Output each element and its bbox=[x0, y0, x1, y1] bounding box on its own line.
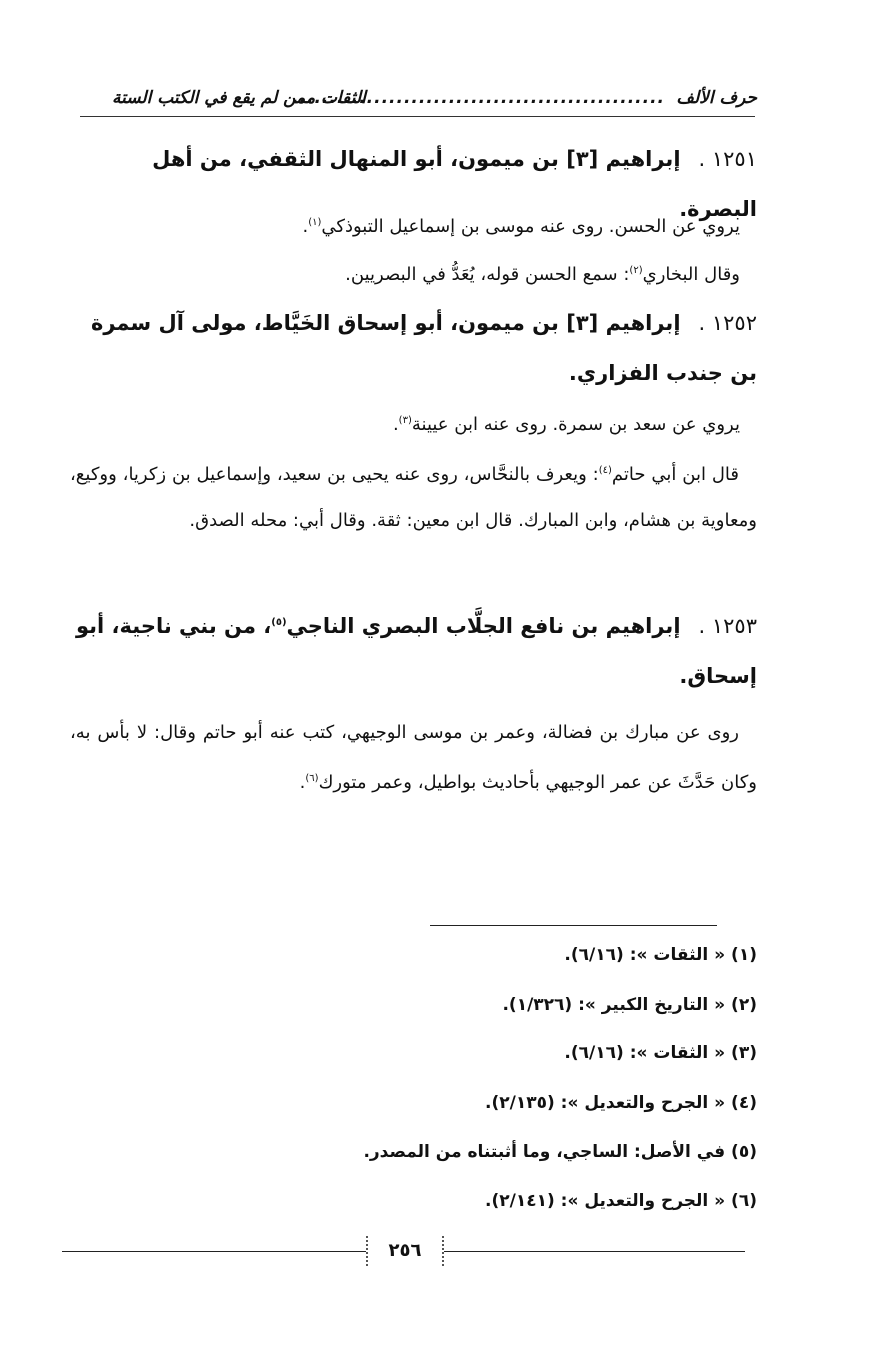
footnote: (٥) في الأصل: الساجي، وما أثبتناه من المصدر. bbox=[363, 1142, 757, 1162]
entry-paragraph bbox=[70, 710, 757, 806]
footnote-ref: (٦) bbox=[305, 773, 319, 784]
footnote: (٤) « الجرح والتعديل »: (٢/١٣٥). bbox=[485, 1093, 757, 1113]
footnote: (٢) « التاريخ الكبير »: (١/٣٢٦). bbox=[502, 995, 757, 1015]
footnote-ref: (٤) bbox=[598, 465, 612, 476]
paragraph-text-end: : ويعرف بالنحَّاس، روى عنه يحيى بن سعيد، وإسماعيل بن زكريا، ووكيع، ومعاوية بن هشام، وابن المبارك. قال ابن معين: ثقة. وقال أبي: محله الصدق. bbox=[70, 464, 757, 531]
entry-number: ١٢٥٣ . bbox=[698, 614, 757, 638]
header-chapter: حرف الألف bbox=[676, 88, 757, 108]
entry-title: إبراهيم بن نافع الجلَّاب البصري الناجي bbox=[286, 614, 681, 638]
entry-paragraph bbox=[70, 448, 757, 544]
footnote: (٦) « الجرح والتعديل »: (٢/١٤١). bbox=[485, 1191, 757, 1211]
paragraph-text: وقال البخاري bbox=[642, 264, 740, 285]
entry-title: إبراهيم [٣] بن ميمون، أبو المنهال الثقفي، من أهل البصرة. bbox=[152, 147, 757, 221]
paragraph-text: روى عن مبارك بن فضالة، وعمر بن موسى الوجيهي، كتب عنه أبو حاتم وقال: لا بأس به، وكان حَدَّثَ عن عمر الوجيهي بأحاديث بواطيل، وعمر متورك bbox=[70, 722, 757, 793]
paragraph-text: يروي عن سعد بن سمرة. روى عنه ابن عيينة bbox=[411, 414, 740, 435]
footnote-ref: (٣) bbox=[398, 415, 412, 426]
header-dots: .................................................. bbox=[292, 88, 665, 108]
footnote: (١) « الثقات »: (٦/١٦). bbox=[564, 945, 757, 965]
paragraph-text-end: . bbox=[392, 414, 399, 435]
entry-paragraph bbox=[70, 248, 740, 298]
footnote-ref: (٥) bbox=[271, 617, 287, 628]
running-header bbox=[112, 84, 757, 116]
footnote-ref: (١) bbox=[308, 217, 322, 228]
entry-paragraph bbox=[70, 398, 740, 448]
footnote: (٣) « الثقات »: (٦/١٦). bbox=[564, 1043, 757, 1063]
entry-number: ١٢٥٢ . bbox=[698, 311, 757, 335]
paragraph-text-end: . bbox=[299, 772, 306, 793]
paragraph-text-end: : سمع الحسن قوله، يُعَدُّ في البصريين. bbox=[345, 264, 630, 285]
entry-heading bbox=[70, 598, 757, 701]
entry-number: ١٢٥١ . bbox=[698, 147, 757, 171]
header-book-title: الثقات ممن لم يقع في الكتب الستة bbox=[112, 88, 366, 108]
header-rule bbox=[80, 116, 755, 117]
entry-heading bbox=[70, 298, 757, 398]
paragraph-text-end: . bbox=[302, 216, 309, 237]
footnote-ref: (٢) bbox=[629, 265, 643, 276]
paragraph-text: قال ابن أبي حاتم bbox=[611, 464, 739, 485]
entry-title: إبراهيم [٣] بن ميمون، أبو إسحاق الخَيَّاط، مولى آل سمرة بن جندب الفزاري. bbox=[90, 311, 757, 385]
paragraph-text: يروي عن الحسن. روى عنه موسى بن إسماعيل التبوذكي bbox=[321, 216, 740, 237]
page-number: ٢٥٦ bbox=[366, 1236, 444, 1266]
footnote-rule bbox=[430, 925, 717, 926]
entry-paragraph bbox=[70, 200, 740, 250]
entry-title-end: ، من بني ناجية، أبو إسحاق. bbox=[75, 614, 757, 688]
